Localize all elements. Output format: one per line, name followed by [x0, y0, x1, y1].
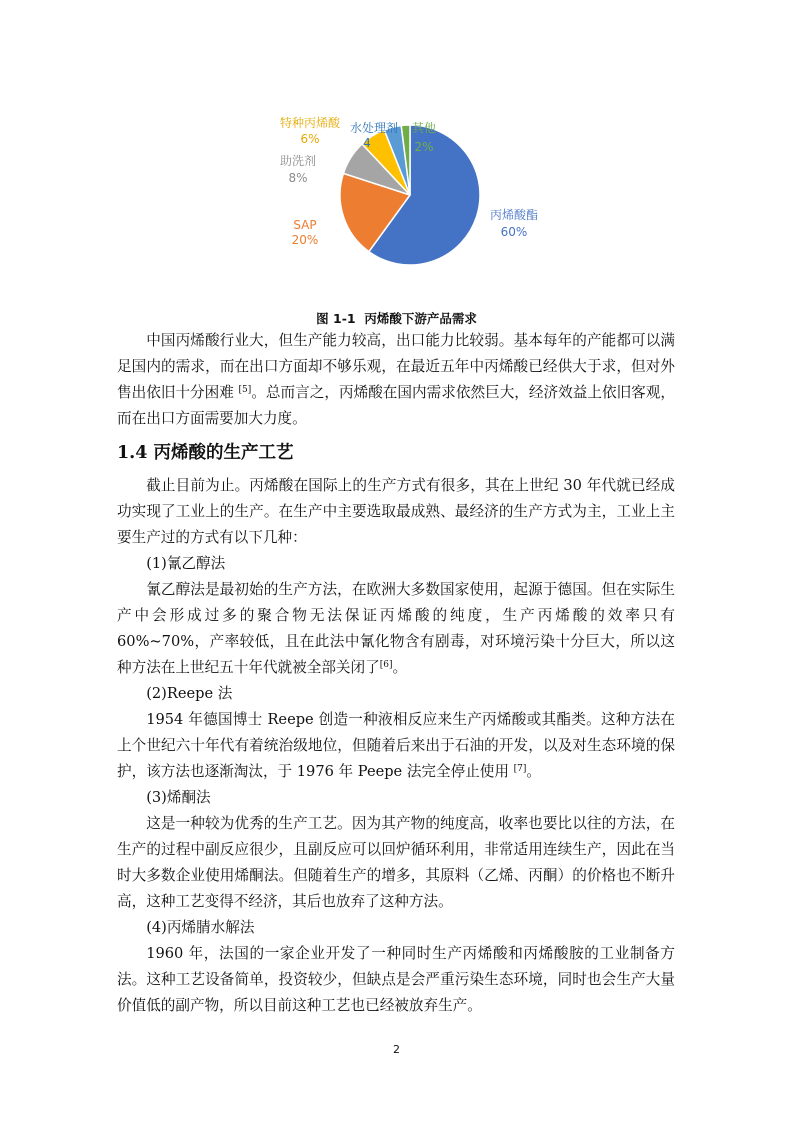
label-slice-1-value: 20% — [291, 233, 319, 247]
citation-6: [6] — [379, 660, 393, 670]
label-slice-5-name: 其他 — [411, 121, 437, 135]
paragraph-intro: 截止目前为止。丙烯酸在国际上的生产方式有很多，其在上世纪 30 年代就已经成功实现了工业上的生产。在生产中主要选取最成熟、最经济的生产方式为主，工业上主要生产过的方式有以下几种： — [117, 477, 675, 546]
method-4-title: (4)丙烯腈水解法 — [146, 919, 255, 936]
method-2-title: (2)Reepe 法 — [146, 685, 233, 702]
paragraph-market-tail: 。总而言之，丙烯酸在国内需求依然巨大，经济效益上依旧客观，而在出口方面需要加大力度。 — [117, 384, 675, 427]
method-2-tail: 。 — [526, 763, 541, 780]
label-slice-0-value: 60% — [500, 225, 528, 239]
label-slice-4-value: 4 — [363, 136, 371, 150]
method-1-tail: 。 — [392, 659, 408, 676]
label-slice-3-value: 6% — [300, 132, 320, 146]
document-body — [117, 328, 675, 1019]
pie-slices — [340, 125, 480, 265]
method-3-title: (3)烯酮法 — [146, 789, 211, 806]
method-1-text: 氰乙醇法是最初始的生产方法，在欧洲大多数国家使用，起源于德国。但在实际生产中会形成过多的聚合物无法保证丙烯酸的纯度，生产丙烯酸的效率只有 60%~70%，产率较低，且在此法中氰化物含有剧毒，对环境污染十分巨大，所以这种方法在上世纪五十年代就被全部关闭了 — [117, 581, 675, 676]
citation-5: [5] — [238, 385, 252, 395]
label-slice-3-name: 特种丙烯酸 — [279, 116, 341, 130]
citation-7: [7] — [513, 764, 527, 774]
method-1-body — [117, 577, 675, 681]
label-slice-2-name: 助洗剂 — [279, 154, 317, 168]
figure-title: 丙烯酸下游产品需求 — [364, 311, 477, 326]
method-1-title: (1)氰乙醇法 — [146, 555, 226, 572]
method-2-body — [117, 707, 675, 785]
section-heading: 1.4 丙烯酸的生产工艺 — [117, 443, 294, 463]
label-slice-0-name: 丙烯酸酯 — [489, 208, 539, 222]
figure-number: 图 1-1 — [316, 311, 356, 326]
page-number: 2 — [393, 1043, 400, 1056]
method-2-text: 1954 年德国博士 Reepe 创造一种液相反应来生产丙烯酸或其酯类。这种方法在上个世纪六十年代有着统治级地位，但随着后来出于石油的开发，以及对生态环境的保护，该方法也逐渐淘汰，于 1976 年 Peepe 法完全停止使用 — [117, 711, 675, 780]
figure-caption — [0, 309, 793, 327]
method-4-body: 1960 年，法国的一家企业开发了一种同时生产丙烯酸和丙烯酸胺的工业制备方法。这种工艺设备简单，投资较少，但缺点是会严重污染生态环境，同时也会生产大量价值低的副产物，所以目前这种工艺也已经被放弃生产。 — [117, 945, 675, 1014]
label-slice-2-value: 8% — [288, 171, 308, 185]
label-slice-5-value: 2% — [414, 140, 434, 154]
method-3-body: 这是一种较为优秀的生产工艺。因为其产物的纯度高，收率也要比以往的方法，在生产的过程中副反应很少，且副反应可以回炉循环利用，非常适用连续生产，因此在当时大多数企业使用烯酮法。但随着生产的增多，其原料（乙烯、丙酮）的价格也不断升高，这种工艺变得不经济，其后也放弃了这种方法。 — [117, 815, 675, 910]
label-slice-1-name: SAP — [293, 218, 317, 232]
label-slice-4-name: 水处理剂 — [349, 121, 399, 135]
paragraph-market — [117, 328, 675, 432]
pie-chart — [260, 110, 560, 300]
paragraph-market-text: 中国丙烯酸行业大，但生产能力较高，出口能力比较弱。基本每年的产能都可以满足国内的需求，而在出口方面却不够乐观，在最近五年中丙烯酸已经供大于求，但对外售出依旧十分困难 — [117, 332, 675, 401]
